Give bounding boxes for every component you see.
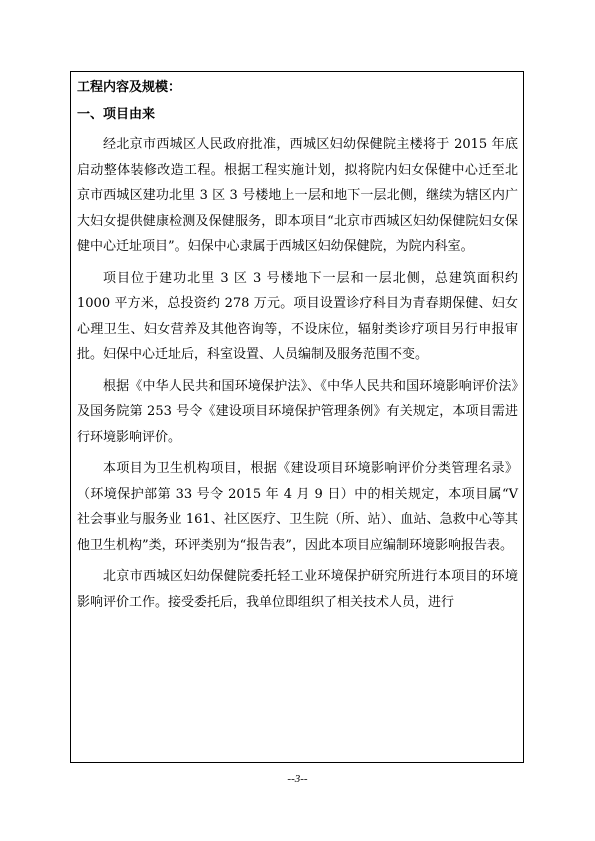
page-number: --3-- (287, 773, 308, 785)
paragraph: 经北京市西城区人民政府批准，西城区妇幼保健院主楼将于 2015 年底启动整体装修改造工程。根据工程实施计划，拟将院内妇女保健中心迁至北京市西城区建功北里 3 区 3 号楼地上一层和地下一层北侧，继续为辖区内广大妇女提供健康检测及保健服务，即本项目“北京市西城区妇幼保健院妇女保健中心迁址项目”。妇保中心隶属于西城区妇幼保健院，为院内科室。 (77, 137, 518, 254)
section-subtitle: 一、项目由来 (77, 107, 156, 122)
section-title: 工程内容及规模： (77, 80, 182, 95)
paragraph: 本项目为卫生机构项目，根据《建设项目环境影响评价分类管理名录》（环境保护部第 33 号令 2015 年 4 月 9 日）中的相关规定，本项目属“V 社会事业与服务业 161、社区医疗、卫生院（所、站）、血站、急救中心等其他卫生机构”类，环评类别为“报告表”，因此本项目应编制环境影响报告表。 (77, 461, 518, 553)
content-body (77, 79, 518, 621)
content-frame (70, 71, 524, 763)
paragraph: 项目位于建功北里 3 区 3 号楼地下一层和一层北侧，总建筑面积约 1000 平方米，总投资约 278 万元。项目设置诊疗科目为青春期保健、妇女心理卫生、妇女营养及其他咨询等，不设床位，辐射类诊疗项目另行申报审批。妇保中心迁址后，科室设置、人员编制及服务范围不变。 (77, 270, 518, 362)
paragraph: 北京市西城区妇幼保健院委托轻工业环境保护研究所进行本项目的环境影响评价工作。接受委托后，我单位即组织了相关技术人员，进行 (77, 569, 518, 610)
paragraph: 根据《中华人民共和国环境保护法》、《中华人民共和国环境影响评价法》及国务院第 253 号令《建设项目环境保护管理条例》有关规定，本项目需进行环境影响评价。 (77, 378, 518, 445)
